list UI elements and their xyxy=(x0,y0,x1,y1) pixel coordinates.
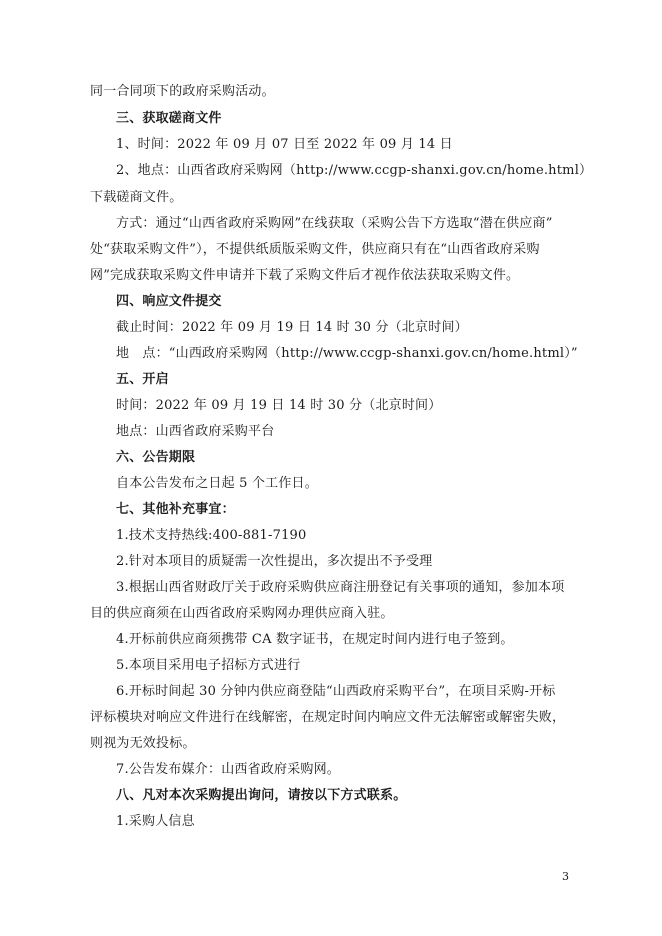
page-number: 3 xyxy=(562,870,569,883)
text-line: 地点：山西省政府采购平台 xyxy=(116,424,275,439)
section-heading-6: 六、公告期限 xyxy=(116,450,196,465)
section-heading-8: 八、凡对本次采购提出询问，请按以下方式联系。 xyxy=(116,788,407,803)
text-line: 下载磋商文件。 xyxy=(90,190,183,205)
text-line: 目的供应商须在山西省政府采购网办理供应商入驻。 xyxy=(90,606,394,621)
text-line: 截止时间：2022 年 09 月 19 日 14 时 30 分（北京时间） xyxy=(116,320,468,335)
text-line: 网”完成获取采购文件申请并下载了采购文件后才视作依法获取采购文件。 xyxy=(90,268,520,283)
section-heading-5: 五、开启 xyxy=(116,372,169,387)
text-line: 4.开标前供应商须携带 CA 数字证书，在规定时间内进行电子签到。 xyxy=(116,632,514,647)
text-line: 1.采购人信息 xyxy=(116,814,195,829)
text-line: 地 点：“山西政府采购网（http://www.ccgp-shanxi.gov.cn/home.html）” xyxy=(116,346,578,361)
text-line: 2.针对本项目的质疑需一次性提出，多次提出不予受理 xyxy=(116,554,433,569)
text-line: 6.开标时间起 30 分钟内供应商登陆“山西政府采购平台”，在项目采购-开标 xyxy=(116,684,556,699)
section-heading-7: 七、其他补充事宜： xyxy=(116,502,235,517)
section-heading-3: 三、获取磋商文件 xyxy=(116,111,222,126)
text-line: 1、时间：2022 年 09 月 07 日至 2022 年 09 月 14 日 xyxy=(116,137,453,152)
text-line: 7.公告发布媒介：山西省政府采购网。 xyxy=(116,762,341,777)
text-line: 评标模块对响应文件进行在线解密，在规定时间内响应文件无法解密或解密失败， xyxy=(90,710,566,725)
text-line: 自本公告发布之日起 5 个工作日。 xyxy=(116,476,318,491)
text-line: 同一合同项下的政府采购活动。 xyxy=(90,84,275,99)
text-line: 则视为无效投标。 xyxy=(90,736,196,751)
text-line: 处“获取采购文件”），不提供纸质版采购文件，供应商只有在“山西省政府采购 xyxy=(90,242,540,257)
text-line: 5.本项目采用电子招标方式进行 xyxy=(116,658,301,673)
text-line: 3.根据山西省财政厅关于政府采购供应商注册登记有关事项的通知，参加本项 xyxy=(116,580,565,595)
text-line: 方式：通过“山西省政府采购网”在线获取（采购公告下方选取“潜在供应商” xyxy=(116,216,553,231)
text-line: 1.技术支持热线:400-881-7190 xyxy=(116,528,307,543)
section-heading-4: 四、响应文件提交 xyxy=(116,294,222,309)
text-line: 时间：2022 年 09 月 19 日 14 时 30 分（北京时间） xyxy=(116,398,442,413)
text-line: 2、地点：山西省政府采购网（http://www.ccgp-shanxi.gov.cn/home.html） xyxy=(116,163,593,178)
